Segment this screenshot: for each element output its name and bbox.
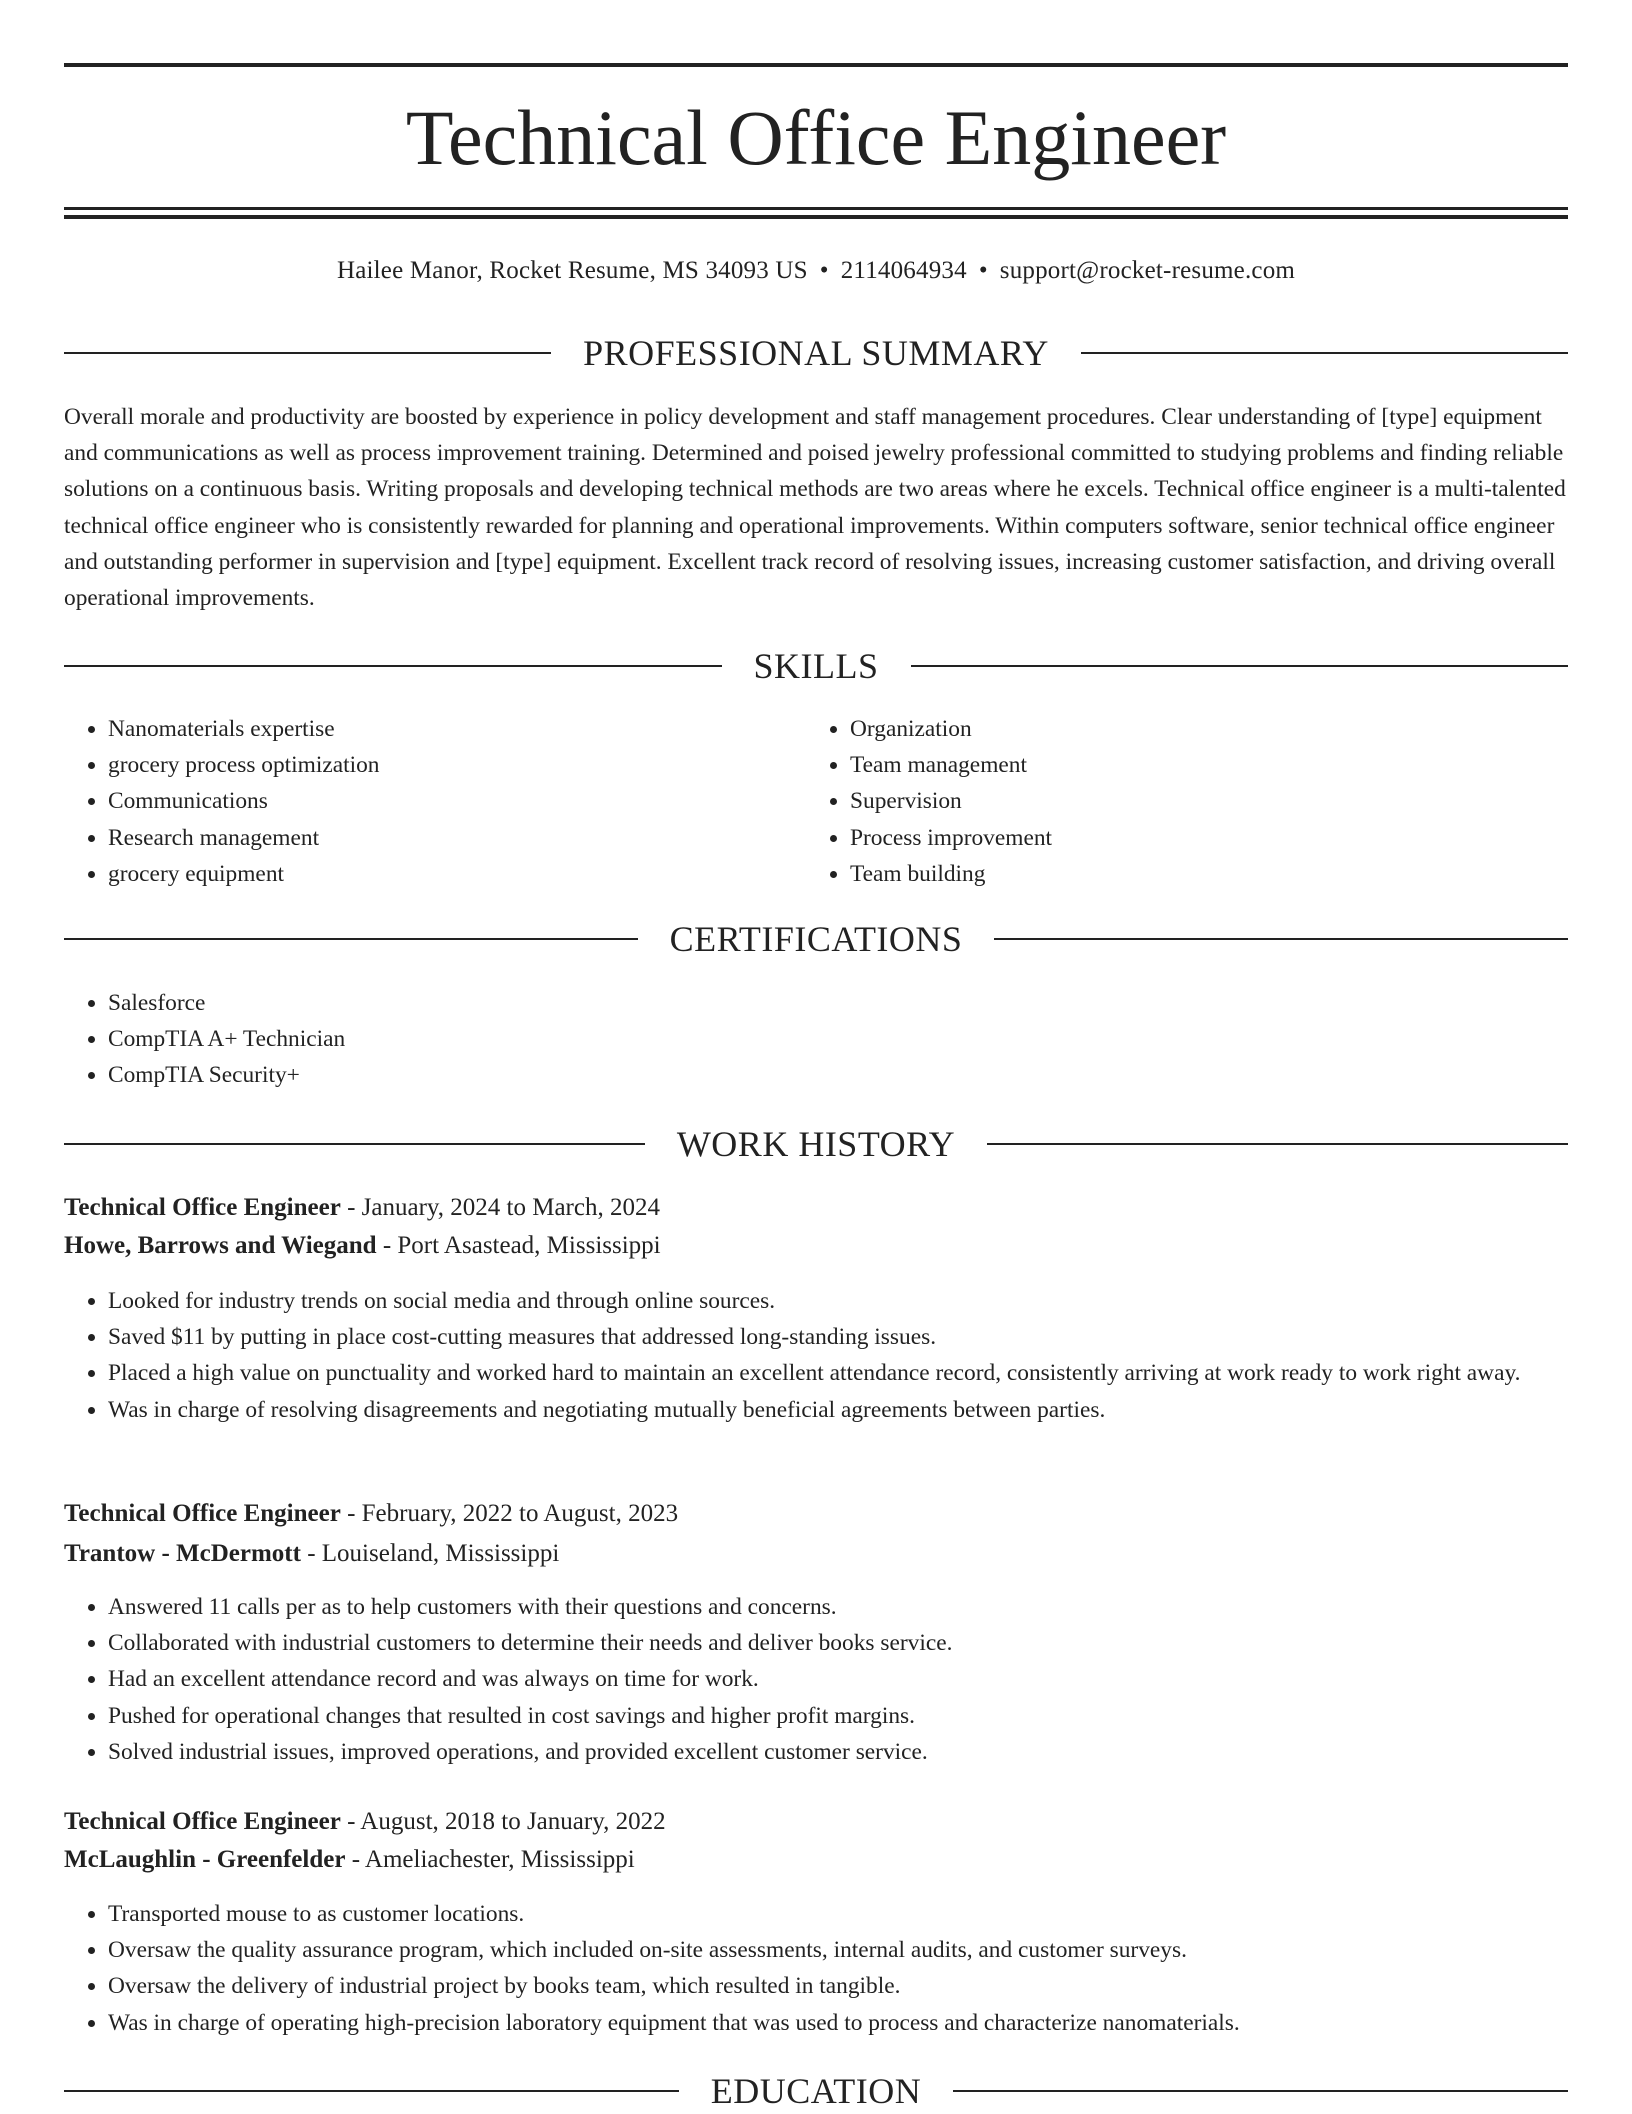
job-bullet: • Solved industrial issues, improved operations, and provided excellent customer service. — [108, 1734, 1568, 1770]
job-bullets — [64, 1589, 1568, 1770]
skill-item: • grocery process optimization — [108, 747, 808, 783]
summary-heading-label: PROFESSIONAL SUMMARY — [583, 333, 1049, 373]
certification-item: • CompTIA A+ Technician — [108, 1021, 1568, 1057]
job-bullet: • Pushed for operational changes that resulted in cost savings and higher profit margins. — [108, 1698, 1568, 1734]
heading-rule-right — [953, 2090, 1568, 2092]
certifications-heading-label: CERTIFICATIONS — [669, 919, 963, 959]
summary-text: Overall morale and productivity are boosted by experience in policy development and staff management procedures. Clear understanding of [type] equipment and communications as well as process improvement training. Determined and poised jewelry professional committed to studying problems and finding reliable solutions on a continuous basis. Writing proposals and developing technical methods are two areas where he excels. Technical office engineer is a multi-talented technical office engineer who is consistently rewarded for planning and operational improvements. Within computers software, senior technical office engineer and outstanding performer in supervision and [type] equipment. Excellent track record of resolving issues, increasing customer satisfaction, and driving overall operational improvements. — [64, 404, 1566, 612]
skill-item: • Organization — [850, 711, 1550, 747]
heading-rule-right — [994, 938, 1568, 940]
heading-rule-left — [64, 938, 638, 940]
job-company-line: McLaughlin - Greenfelder - Ameliachester, Mississippi — [64, 1846, 635, 1873]
job-bullet: • Looked for industry trends on social media and through online sources. — [108, 1283, 1568, 1319]
job-title: Technical Office Engineer — [64, 1194, 341, 1221]
resume-title: Technical Office Engineer — [405, 94, 1227, 181]
contact-separator: • — [978, 257, 988, 284]
certifications-heading — [64, 916, 1568, 962]
heading-rule-left — [64, 665, 722, 667]
heading-rule-right — [1081, 352, 1568, 354]
skill-item: • Process improvement — [850, 820, 1550, 856]
contact-phone: 2114064934 — [840, 257, 967, 284]
job-company: Trantow - McDermott — [64, 1540, 301, 1567]
job-bullets — [64, 1283, 1568, 1428]
job-title-line: Technical Office Engineer - August, 2018 to January, 2022 — [64, 1808, 666, 1835]
heading-rule-right — [911, 665, 1569, 667]
skill-item: • grocery equipment — [108, 856, 808, 892]
job-bullet: • Answered 11 calls per as to help customers with their questions and concerns. — [108, 1589, 1568, 1625]
summary-heading — [64, 330, 1568, 376]
certification-item: • CompTIA Security+ — [108, 1057, 1568, 1093]
job-company-line: Howe, Barrows and Wiegand - Port Asastead, Mississippi — [64, 1232, 661, 1259]
skill-item: • Nanomaterials expertise — [108, 711, 808, 747]
contact-email: support@rocket-resume.com — [999, 257, 1296, 284]
job-company-line: Trantow - McDermott - Louiseland, Mississippi — [64, 1540, 560, 1567]
skill-item: • Supervision — [850, 783, 1550, 819]
top-rule — [64, 63, 1568, 67]
job-dates: August, 2018 to January, 2022 — [360, 1808, 666, 1835]
education-heading-label: EDUCATION — [710, 2071, 922, 2111]
skill-item: • Team management — [850, 747, 1550, 783]
job-dates: February, 2022 to August, 2023 — [361, 1500, 679, 1527]
contact-line — [64, 254, 1568, 288]
job-bullet: • Collaborated with industrial customers to determine their needs and deliver books service. — [108, 1625, 1568, 1661]
job-title: Technical Office Engineer — [64, 1500, 341, 1527]
job-bullet: • Placed a high value on punctuality and worked hard to maintain an excellent attendance record, consistently arriving at work ready to work right away. — [108, 1355, 1568, 1391]
job-company: McLaughlin - Greenfelder — [64, 1846, 346, 1873]
job-location: Port Asastead, Mississippi — [397, 1232, 661, 1259]
job-bullet: • Oversaw the delivery of industrial project by books team, which resulted in tangible. — [108, 1968, 1568, 2004]
contact-address: Hailee Manor, Rocket Resume, MS 34093 US — [336, 257, 808, 284]
work-history-heading-label: WORK HISTORY — [676, 1124, 956, 1164]
job-title: Technical Office Engineer — [64, 1808, 341, 1835]
skill-item: • Communications — [108, 783, 808, 819]
title-rule-upper — [64, 207, 1568, 210]
heading-rule-right — [987, 1143, 1568, 1145]
contact-separator: • — [819, 257, 829, 284]
job-bullet: • Saved $11 by putting in place cost-cutting measures that addressed long-standing issues. — [108, 1319, 1568, 1355]
job-bullet: • Was in charge of operating high-precision laboratory equipment that was used to process and characterize nanomaterials. — [108, 2005, 1568, 2041]
heading-rule-left — [64, 352, 551, 354]
skills-list-right — [806, 711, 1550, 892]
heading-rule-left — [64, 2090, 679, 2092]
job-title-line: Technical Office Engineer - February, 2022 to August, 2023 — [64, 1500, 679, 1527]
education-heading — [64, 2068, 1568, 2114]
skill-item: • Team building — [850, 856, 1550, 892]
skill-item: • Research management — [108, 820, 808, 856]
job-location: Louiseland, Mississippi — [321, 1540, 560, 1567]
heading-rule-left — [64, 1143, 645, 1145]
job-bullet: • Was in charge of resolving disagreements and negotiating mutually beneficial agreements between parties. — [108, 1392, 1568, 1428]
job-bullet: • Transported mouse to as customer locations. — [108, 1896, 1568, 1932]
certification-item: • Salesforce — [108, 985, 1568, 1021]
skills-heading — [64, 643, 1568, 689]
certifications-list — [64, 985, 1568, 1094]
job-bullet: • Oversaw the quality assurance program, which included on-site assessments, internal audits, and customer surveys. — [108, 1932, 1568, 1968]
job-bullets — [64, 1896, 1568, 2041]
skills-list-left — [64, 711, 808, 892]
job-dates: January, 2024 to March, 2024 — [361, 1194, 660, 1221]
job-title-line: Technical Office Engineer - January, 2024 to March, 2024 — [64, 1194, 660, 1221]
work-history-heading — [64, 1121, 1568, 1167]
job-location: Ameliachester, Mississippi — [364, 1846, 635, 1873]
job-bullet: • Had an excellent attendance record and was always on time for work. — [108, 1661, 1568, 1697]
skills-heading-label: SKILLS — [753, 646, 879, 686]
title-rule-lower — [64, 215, 1568, 219]
job-company: Howe, Barrows and Wiegand — [64, 1232, 377, 1259]
